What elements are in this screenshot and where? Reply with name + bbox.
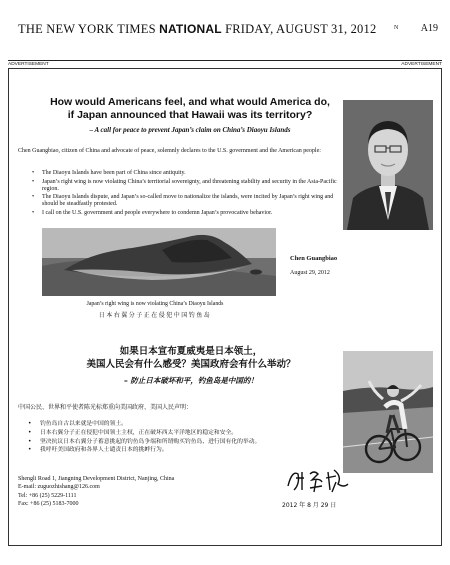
signed-date-english: August 29, 2012 [290, 270, 330, 276]
english-intro: Chen Guangbiao, citizen of China and advocate of peace, solemnly declares to the U.S. government and the American people: [18, 148, 321, 154]
english-points-list [32, 170, 344, 218]
island-photo-caption-chinese: 日本右翼分子正在侵犯中国钓鱼岛 [98, 312, 212, 319]
contact-address: Shengli Road 1, Jiangning Development District, Nanjing, China [18, 476, 175, 482]
english-point: • Japan’s right wing is now violating China’s territorial sovereignty, and threatening stability and security in the Asia-Pacific region. [32, 179, 344, 193]
contact-email: E-mail: zuguozhishang@126.com [18, 484, 100, 491]
chinese-headline-line1: 如果日本宣布夏威夷是日本领土， [119, 346, 263, 357]
english-point: • I call on the U.S. government and people everywhere to condemn Japan’s provocative behavior. [32, 210, 344, 217]
paper-name: THE NEW YORK TIMES [18, 22, 156, 36]
english-headline-line1: How would Americans feel, and what would America do, [50, 96, 330, 108]
chinese-subhead: – 防止日本破坏和平，钓鱼岛是中国的！ [124, 376, 258, 385]
section-name: NATIONAL [159, 22, 222, 36]
island-photo-caption-english: Japan’s right wing is now violating China’s Diaoyu Islands [86, 301, 224, 307]
chinese-headline-line2: 美国人民会有什么感受？美国政府会有什么举动？ [86, 359, 296, 370]
english-headline-line2: if Japan announced that Hawaii was its territory? [67, 109, 313, 121]
advertisement-label-right: ADVERTISEMENT [401, 62, 442, 67]
cyclist-photo [343, 351, 433, 473]
signed-date-chinese: 2012 年 8 月 29 日 [282, 502, 337, 509]
contact-tel: Tel: +86 (25) 5229-1111 [18, 492, 77, 499]
english-point: • The Diaoyu Islands have been part of China since antiquity. [32, 170, 344, 177]
chinese-point: • 我呼吁美国政府和各界人士谴责日本的挑衅行为。 [28, 446, 338, 455]
edition-mark: N [394, 25, 399, 31]
english-subhead: – A call for peace to prevent Japan’s claim on China’s Diaoyu Islands [89, 126, 291, 134]
paper-title-line [18, 22, 376, 37]
contact-block [18, 475, 258, 509]
island-photo [42, 228, 276, 296]
newspaper-masthead [18, 22, 438, 38]
chinese-point: • 坚决抗议日本右翼分子蓄意挑起的钓鱼岛争端和所谓购买钓鱼岛、进行国有化的举动。 [28, 438, 338, 447]
contact-fax: Fax: +86 (25) 5183-7000 [18, 501, 79, 508]
english-point: • The Diaoyu Islands dispute, and Japan’s so-called move to nationalize the islands, were incited by Japan’s right wing and should be steadfastly protested. [32, 194, 344, 208]
issue-date: FRIDAY, AUGUST 31, 2012 [225, 22, 377, 36]
advertisement-label-row [8, 60, 442, 68]
chinese-point: • 钓鱼岛自古以来就是中国的领土。 [28, 420, 338, 429]
portrait-photo [343, 100, 433, 230]
chinese-intro: 中国公民、世界和平使者陈光标郑重向美国政府、美国人民声明： [18, 404, 193, 411]
advertisement-label-left: ADVERTISEMENT [8, 62, 49, 67]
page-number: A19 [420, 23, 438, 34]
signer-name: Chen Guangbiao [290, 255, 338, 262]
handwritten-signature [284, 466, 352, 494]
chinese-headline [66, 345, 316, 371]
english-headline [10, 96, 370, 122]
chinese-points-list [28, 420, 338, 455]
chinese-point: • 日本右翼分子正在侵犯中国领土主权，正在破坏西太平洋地区的稳定和安全。 [28, 429, 338, 438]
